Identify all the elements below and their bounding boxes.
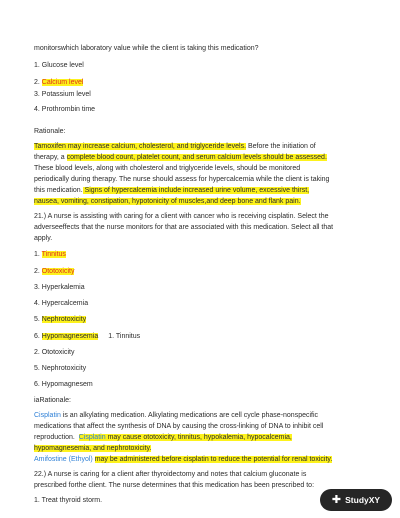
rationale-text: Before the initiation of	[246, 143, 316, 150]
rationale-line-4: periodically during therapy. The nurse should assess for hypercalcemia while the client is taking	[34, 176, 330, 183]
rationale-highlight: complete blood count, platelet count, and serum calcium levels should be assessed.	[66, 154, 327, 161]
option-highlight: Hypomagnesemia	[41, 333, 99, 340]
option-number: 5.	[34, 316, 40, 323]
rationale-highlight: may cause ototoxicity, tinnitus, hypokalemia, hypocalcemia,	[107, 434, 292, 441]
rationale-line-5	[34, 186, 309, 195]
q20-option-2-highlight: Calcium level	[41, 79, 84, 86]
plus-icon: ✚	[331, 493, 342, 506]
question-20-stem: monitorswhich laboratory value while the client is taking this medication?	[34, 45, 259, 52]
q20-option-3: 3. Potassium level	[34, 91, 91, 98]
q22-option-1: 1. Treat thyroid storm.	[34, 497, 103, 504]
rationale-highlight: hypomagnesemia, and nephrotoxicity.	[34, 445, 152, 452]
rationale-2-line-2: medications that affect the synthesis of DNA by causing the cross-linking of DNA to inhibit cell	[34, 423, 324, 430]
option-number: 6.	[34, 333, 40, 340]
rationale-text: this medication.	[34, 187, 83, 194]
question-22-stem-1: 22.) A nurse is caring for a client after thyroidectomy and notes that calcium gluconate is	[34, 471, 307, 478]
rationale-highlight: may be administered before cisplatin to reduce the potential for renal toxicity.	[94, 456, 333, 463]
rationale-line-3: These blood levels, along with cholesterol and triglyceride levels, should be monitored	[34, 165, 301, 172]
question-21-stem-2: adverseeffects that the nurse monitors for that are associated with this medication. Select all that	[34, 224, 334, 231]
drug-name: Cisplatin	[78, 434, 106, 441]
question-21-stem-3: apply.	[34, 235, 53, 242]
q20-option-4: 4. Prothrombin time	[34, 106, 96, 113]
rationale-line-1	[34, 142, 316, 151]
option-number: 1.	[34, 251, 40, 258]
badge-label: StudyXY	[345, 494, 381, 505]
rationale-line-6	[34, 197, 301, 206]
rationale-2-heading: iaRationale:	[34, 397, 71, 404]
question-21-stem-1: 21.) A nurse is assisting with caring for a client with cancer who is receiving cisplatin. Select the	[34, 213, 329, 220]
answer-line-4: 6. Hypomagnesem	[34, 381, 93, 388]
q21-option-4	[34, 299, 88, 308]
rationale-2-line-4	[34, 444, 151, 453]
drug-name: Amifostine (Ethyol)	[34, 456, 93, 463]
rationale-2-line-3	[34, 433, 292, 442]
option-number: 3.	[34, 284, 40, 291]
question-22-stem-2: prescribed forthe client. The nurse determines that this medication has been prescribed to:	[34, 482, 315, 489]
answer-line-3: 5. Nephrotoxicity	[34, 365, 87, 372]
q21-option-3	[34, 283, 85, 292]
option-highlight: Nephrotoxicity	[41, 316, 87, 323]
option-number: 2.	[34, 268, 40, 275]
drug-name: Cisplatin	[34, 412, 61, 419]
rationale-2-line-1	[34, 411, 364, 420]
option-text: Hyperkalemia	[41, 284, 85, 291]
option-text: Hypercalcemia	[41, 300, 89, 307]
rationale-text: therapy, a	[34, 154, 65, 161]
rationale-highlight: nausea, vomiting, constipation, hypotonicity of muscles,and deep bone and flank pain.	[34, 198, 301, 205]
option-highlight: Ototoxicity	[41, 268, 75, 275]
option-highlight: Tinnitus	[41, 251, 66, 258]
studyxy-badge[interactable]	[320, 489, 392, 511]
rationale-2-line-5	[34, 455, 332, 464]
answer-line-2: 2. Ototoxicity	[34, 349, 75, 356]
q21-option-6	[34, 332, 140, 341]
q20-option-1: 1. Glucose level	[34, 62, 84, 69]
rationale-text: is an alkylating medication. Alkylating medications are cell cycle phase-nonspecific	[60, 412, 319, 419]
rationale-text: reproduction.	[34, 434, 75, 441]
q20-option-2: 2. Calcium level	[34, 79, 84, 86]
rationale-highlight: Tamoxifen may increase calcium, cholesterol, and triglyceride levels.	[34, 143, 247, 150]
rationale-line-2	[34, 153, 327, 162]
option-number: 4.	[34, 300, 40, 307]
q21-option-1	[34, 250, 66, 259]
rationale-highlight: Signs of hypercalcemia include increased urine volume, excessive thirst,	[82, 187, 310, 194]
rationale-heading: Rationale:	[34, 128, 66, 135]
q21-option-5	[34, 315, 86, 324]
answer-text: 1. Tinnitus	[108, 333, 141, 340]
q21-option-2	[34, 267, 74, 276]
